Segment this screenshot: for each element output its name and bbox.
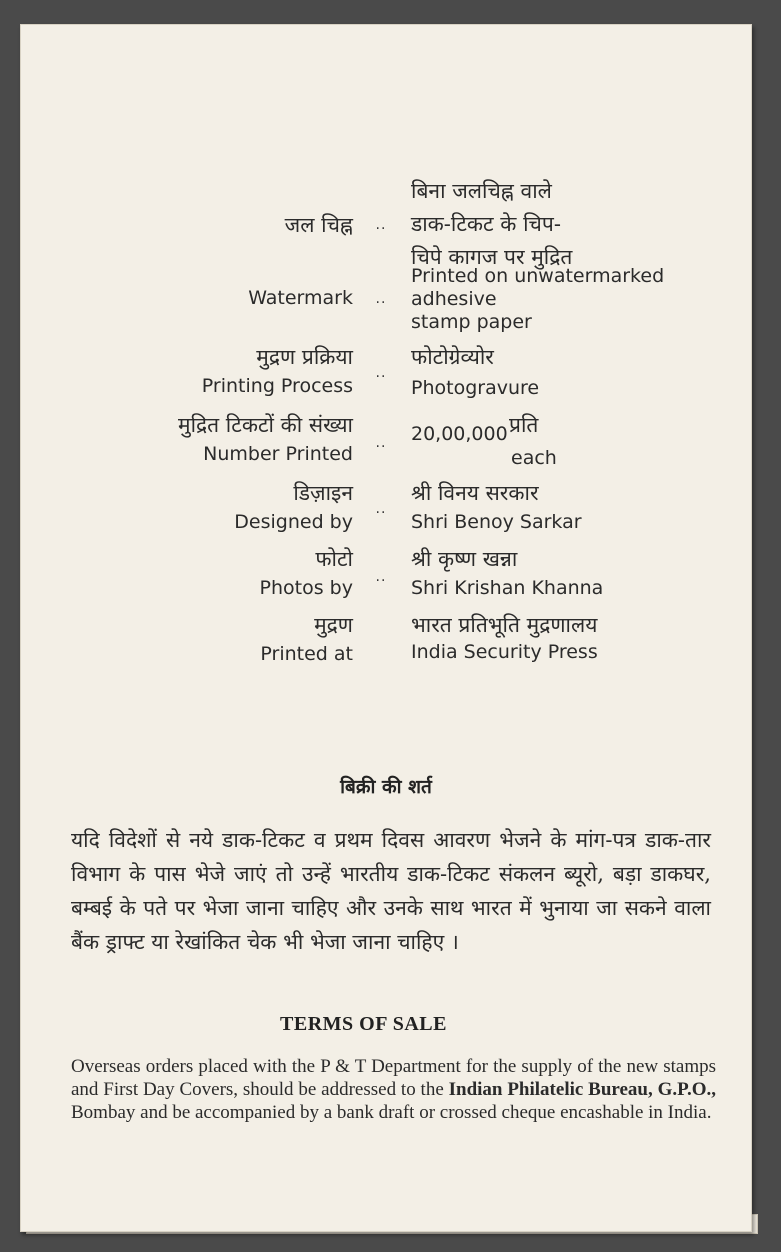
terms-heading-hindi: बिक्री की शर्त [340,776,432,798]
terms-text-hindi: यदि विदेशों से नये डाक-टिकट व प्रथम दिवस आवरण भेजने के मांग-पत्र डाक-तार विभाग के पास भेजे जाएं तो उन्हें भारतीय डाक-टिकट संकलन ब्यूरो, बड़ा डाकघर, बम्बई के पते पर भेजा जाना चाहिए और उनके साथ भारत में भुनाया जा सकने वाला बैंक ड्राफ्ट या रेखांकित चेक भी भेजा जाना चाहिए । [71,828,711,954]
detail-value-english: adhesive [411,288,497,310]
detail-value-hindi: फोटोग्रेव्योर [411,345,494,369]
detail-label-english: Designed by [234,511,353,533]
detail-label-hindi: फोटो [315,547,353,571]
separator: .. [375,217,387,233]
detail-value-hindi: श्री कृष्ण खन्ना [411,547,518,571]
bureau-address: Indian Philatelic Bureau, G.P.O., [448,1079,716,1100]
detail-label-english: Printed at [260,643,353,665]
detail-label-english: Printing Process [201,375,353,397]
separator: .. [375,365,387,381]
terms-text-part: Bombay and be accompanied by a bank draft or crossed cheque encashable in India. [71,1102,712,1123]
detail-value-hindi: चिपे कागज पर मुद्रित [411,245,573,269]
detail-value-english: stamp paper [411,311,532,333]
document-page [20,24,752,1232]
detail-label-hindi: मुद्रित टिकटों की संख्या [178,413,353,437]
detail-label-hindi: डिज़ाइन [293,481,353,505]
detail-value-hindi: प्रति [509,413,539,437]
detail-value-hindi: भारत प्रतिभूति मुद्रणालय [411,613,598,637]
detail-value-hindi: बिना जलचिह्न वाले [411,179,552,203]
detail-value-english: Shri Krishan Khanna [411,577,604,599]
detail-value-english: India Security Press [411,641,598,663]
detail-value-english: Printed on unwatermarked [411,265,665,287]
detail-label-hindi: मुद्रण [314,613,353,637]
separator: .. [375,501,387,517]
detail-label-english: Number Printed [203,443,353,465]
detail-label-hindi: जल चिह्न [284,213,353,237]
detail-value-english: each [511,447,557,469]
number-printed-value: 20,00,000 [411,423,508,445]
detail-value-english: Shri Benoy Sarkar [411,511,582,533]
detail-label-english: Photos by [259,577,353,599]
separator: .. [375,291,387,307]
detail-value-hindi: श्री विनय सरकार [411,481,539,505]
terms-text-part: Overseas orders placed with the P & T Department for the supply of the new stamps and First Day Covers, should be addressed to the [71,1056,716,1100]
detail-label-english: Watermark [248,287,353,309]
detail-label-hindi: मुद्रण प्रक्रिया [256,345,353,369]
separator: .. [375,435,387,451]
terms-heading: TERMS OF SALE [280,1013,447,1035]
terms-text [71,1055,716,1124]
detail-value-hindi: डाक-टिकट के चिप- [411,212,561,236]
detail-value-english: Photogravure [411,377,540,399]
separator: .. [375,569,387,585]
